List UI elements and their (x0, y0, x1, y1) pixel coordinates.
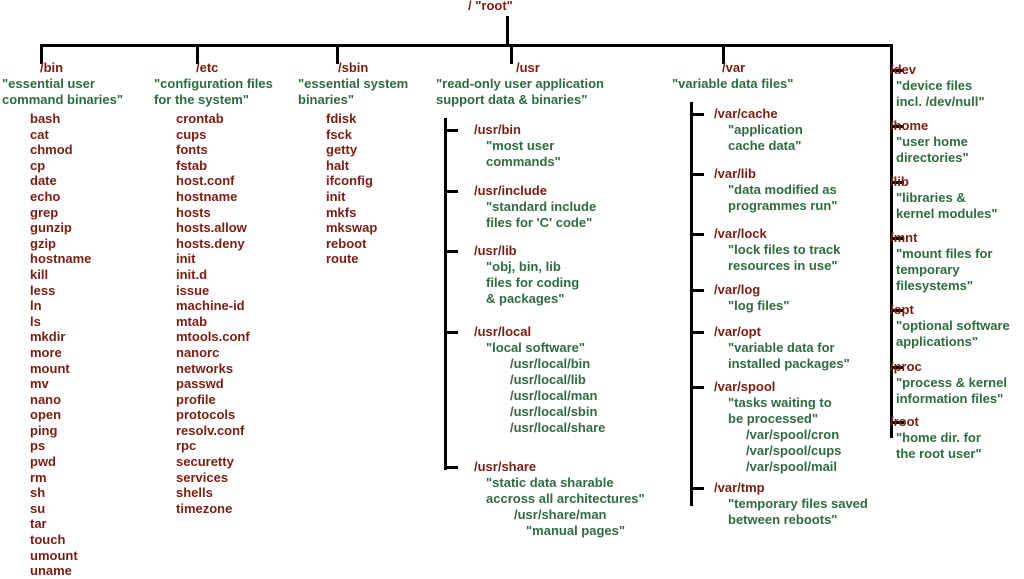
list-item: nano (30, 391, 62, 407)
list-item: mtools.conf (176, 329, 250, 345)
usr-tick-lib (444, 250, 458, 253)
list-item: mount (30, 360, 70, 376)
list-item: rpc (176, 438, 197, 454)
subdir-usr-local-bin: /usr/local/bin (510, 356, 591, 371)
list-item: fsck (326, 126, 353, 142)
list-item: issue (176, 282, 210, 298)
list-item: halt (326, 157, 350, 173)
list-item: hostname (30, 251, 92, 267)
usr-tick-bin (444, 129, 458, 132)
desc-root-1: the root user" (896, 446, 982, 461)
dir-label-dev: /dev (890, 62, 917, 77)
subdir-usr-local-man: /usr/local/man (510, 388, 598, 403)
subdir-usr-local-share: /usr/local/share (510, 420, 606, 435)
list-item: shells (176, 485, 213, 501)
desc-var-opt-1: installed packages" (728, 356, 850, 371)
desc-etc-1: for the system" (154, 92, 250, 107)
list-item: kill (30, 266, 49, 282)
node-usr-include (474, 183, 596, 231)
subdir-var-spool-cups: /var/spool/cups (746, 443, 842, 458)
desc-usr-share-1: accross all architectures" (486, 491, 645, 506)
dir-label-var-cache: /var/cache (714, 106, 778, 121)
dir-label-usr-include: /usr/include (474, 183, 547, 198)
node-usr-local (474, 324, 605, 436)
dir-label-var: /var (722, 60, 746, 75)
node-dev (890, 62, 985, 110)
dir-label-usr-local: /usr/local (474, 324, 532, 339)
desc-var-lib-1: programmes run" (728, 198, 838, 213)
desc-usr-lib-2: & packages" (486, 291, 565, 306)
list-item: mv (30, 376, 49, 392)
list-item: profile (176, 391, 216, 407)
var-tick-lib (690, 173, 704, 176)
desc-usr-include-0: "standard include (486, 199, 597, 214)
dir-label-usr: /usr (516, 60, 540, 75)
list-item: cp (30, 157, 46, 173)
desc-usr-share-0: "static data sharable (486, 475, 614, 490)
list-item: protocols (176, 407, 236, 423)
subdir-usr-share-man: /usr/share/man (514, 507, 607, 522)
dir-label-etc: /etc (196, 60, 219, 75)
desc-usr-1: support data & binaries" (436, 92, 588, 107)
list-item: chmod (30, 142, 73, 158)
desc-etc-0: "configuration files (154, 76, 273, 91)
desc-lib-0: "libraries & (896, 190, 966, 205)
desc-usr-local-0: "local software" (486, 340, 586, 355)
list-item: open (30, 407, 62, 423)
list-item: route (326, 251, 359, 267)
list-item: init (176, 251, 196, 267)
list-item: mkfs (326, 204, 357, 220)
subdir-usr-local-lib: /usr/local/lib (510, 372, 586, 387)
list-item: networks (176, 360, 234, 376)
dir-label-sbin: /sbin (338, 60, 369, 75)
desc-var-tmp-0: "temporary files saved (728, 496, 868, 511)
list-item: umount (30, 547, 78, 563)
list-item: ln (30, 298, 42, 314)
subdir-var-spool-cron: /var/spool/cron (746, 427, 840, 442)
list-item: securetty (176, 454, 234, 470)
list-item: mkswap (326, 220, 378, 236)
list-sbin (326, 111, 377, 267)
list-item: fdisk (326, 111, 357, 126)
dir-label-proc: /proc (890, 359, 922, 374)
desc-var-log-0: "log files" (728, 298, 790, 313)
desc-opt-0: "optional software (896, 318, 1010, 333)
desc-sbin-0: "essential system (298, 76, 409, 91)
dir-label-opt: /opt (890, 302, 914, 317)
desc-proc-0: "process & kernel (896, 375, 1007, 390)
node-home (890, 118, 969, 166)
list-item: echo (30, 188, 61, 204)
list-item: less (30, 282, 56, 298)
list-item: machine-id (176, 298, 245, 314)
list-item: fstab (176, 157, 208, 173)
var-tick-lock (690, 233, 704, 236)
dir-label-mnt: /mnt (890, 230, 918, 245)
subdir-usr-local-sbin: /usr/local/sbin (510, 404, 598, 419)
list-item: mtab (176, 313, 208, 329)
desc-mnt-2: filesystems" (896, 278, 973, 293)
dir-label-var-spool: /var/spool (714, 379, 776, 394)
desc-usr-share-man: "manual pages" (526, 523, 626, 538)
list-item: crontab (176, 111, 224, 126)
dir-label-home: /home (890, 118, 929, 133)
usr-tick-share (444, 466, 458, 469)
root-stem (506, 16, 509, 44)
list-item: hosts.allow (176, 220, 247, 236)
usr-tick-include (444, 190, 458, 193)
var-tick-spool (690, 386, 704, 389)
subdir-var-spool-mail: /var/spool/mail (746, 459, 838, 474)
desc-var-lock-1: resources in use" (728, 258, 838, 273)
desc-dev-1: incl. /dev/null" (896, 94, 985, 109)
node-mnt (890, 230, 992, 294)
desc-dev-0: "device files (896, 78, 973, 93)
list-item: cat (30, 126, 49, 142)
branch-var (672, 60, 793, 92)
node-usr-share (474, 459, 645, 539)
list-item: ifconfig (326, 173, 373, 189)
desc-home-1: directories" (896, 150, 969, 165)
list-item: uname (30, 563, 72, 579)
list-item: mkdir (30, 329, 66, 345)
desc-var-0: "variable data files" (672, 76, 794, 91)
desc-bin-1: command binaries" (2, 92, 124, 107)
node-var-log (714, 282, 789, 314)
list-item: passwd (176, 376, 224, 392)
desc-usr-bin-1: commands" (486, 154, 561, 169)
list-item: hosts.deny (176, 235, 245, 251)
node-proc (890, 359, 1007, 407)
desc-var-spool-1: be processed" (728, 411, 818, 426)
list-item: getty (326, 142, 358, 158)
node-usr-bin (474, 122, 561, 170)
node-var-cache (714, 106, 803, 154)
node-var-lock (714, 226, 840, 274)
dir-label-var-log: /var/log (714, 282, 761, 297)
var-tick-log (690, 289, 704, 292)
list-item: gzip (30, 235, 56, 251)
desc-var-spool-0: "tasks waiting to (728, 395, 832, 410)
desc-usr-bin-0: "most user (486, 138, 555, 153)
desc-home-0: "user home (896, 134, 968, 149)
branch-bin (2, 60, 123, 108)
node-var-lib (714, 166, 837, 214)
dir-label-usr-share: /usr/share (474, 459, 537, 474)
dir-label-bin: /bin (40, 60, 64, 75)
list-item: timezone (176, 500, 233, 516)
desc-lib-1: kernel modules" (896, 206, 998, 221)
desc-var-tmp-1: between reboots" (728, 512, 838, 527)
node-usr-lib (474, 243, 579, 307)
list-item: sh (30, 485, 46, 501)
main-bus (40, 44, 893, 47)
node-var-spool (714, 379, 841, 475)
list-item: gunzip (30, 220, 72, 236)
list-item: fonts (176, 142, 208, 158)
list-item: ping (30, 422, 58, 438)
dir-label-var-tmp: /var/tmp (714, 480, 765, 495)
desc-sbin-1: binaries" (298, 92, 355, 107)
dir-label-usr-lib: /usr/lib (474, 243, 517, 258)
list-item: host.conf (176, 173, 235, 189)
list-item: resolv.conf (176, 422, 245, 438)
desc-var-lib-0: "data modified as (728, 182, 837, 197)
node-lib (890, 174, 998, 222)
desc-usr-lib-0: "obj, bin, lib (486, 259, 561, 274)
var-tick-cache (690, 113, 704, 116)
branch-sbin (298, 60, 408, 108)
list-item: hostname (176, 188, 238, 204)
var-spine (690, 102, 693, 506)
desc-mnt-1: temporary (896, 262, 960, 277)
list-item: su (30, 500, 46, 516)
var-tick-tmp (690, 487, 704, 490)
dir-label-var-lock: /var/lock (714, 226, 767, 241)
node-opt (890, 302, 1010, 350)
list-item: date (30, 173, 57, 189)
node-root (890, 414, 982, 462)
desc-var-opt-0: "variable data for (728, 340, 835, 355)
list-item: grep (30, 204, 59, 220)
var-tick-opt (690, 331, 704, 334)
root-label: / "root" (468, 0, 513, 13)
list-item: hosts (176, 204, 211, 220)
list-bin (30, 111, 91, 579)
desc-usr-0: "read-only user application (436, 76, 604, 91)
desc-bin-0: "essential user (2, 76, 95, 91)
list-item: more (30, 344, 62, 360)
list-item: ls (30, 313, 41, 329)
usr-tick-local (444, 331, 458, 334)
desc-proc-1: information files" (896, 391, 1004, 406)
dir-label-usr-bin: /usr/bin (474, 122, 521, 137)
desc-opt-1: applications" (896, 334, 979, 349)
dir-label-var-lib: /var/lib (714, 166, 756, 181)
usr-spine (444, 118, 447, 470)
dir-label-lib: /lib (890, 174, 909, 189)
desc-var-cache-1: cache data" (728, 138, 802, 153)
desc-root-0: "home dir. for (896, 430, 981, 445)
list-item: services (176, 469, 229, 485)
list-item: init (326, 188, 346, 204)
node-var-opt (714, 324, 850, 372)
dir-label-var-opt: /var/opt (714, 324, 761, 339)
branch-etc (154, 60, 273, 108)
list-item: rm (30, 469, 47, 485)
dir-label-root: /root (890, 414, 919, 429)
desc-mnt-0: "mount files for (896, 246, 993, 261)
list-item: reboot (326, 235, 367, 251)
desc-var-lock-0: "lock files to track (728, 242, 841, 257)
list-item: pwd (30, 454, 56, 470)
list-item: cups (176, 126, 207, 142)
desc-usr-lib-1: files for coding (486, 275, 580, 290)
list-item: tar (30, 516, 47, 532)
desc-var-cache-0: "application (728, 122, 803, 137)
desc-usr-include-1: files for 'C' code" (486, 215, 593, 230)
list-etc (176, 111, 250, 516)
list-item: nanorc (176, 344, 220, 360)
list-item: touch (30, 532, 66, 548)
list-item: init.d (176, 266, 208, 282)
branch-usr (436, 60, 604, 108)
node-var-tmp (714, 480, 868, 528)
list-item: ps (30, 438, 46, 454)
list-item: bash (30, 111, 61, 126)
